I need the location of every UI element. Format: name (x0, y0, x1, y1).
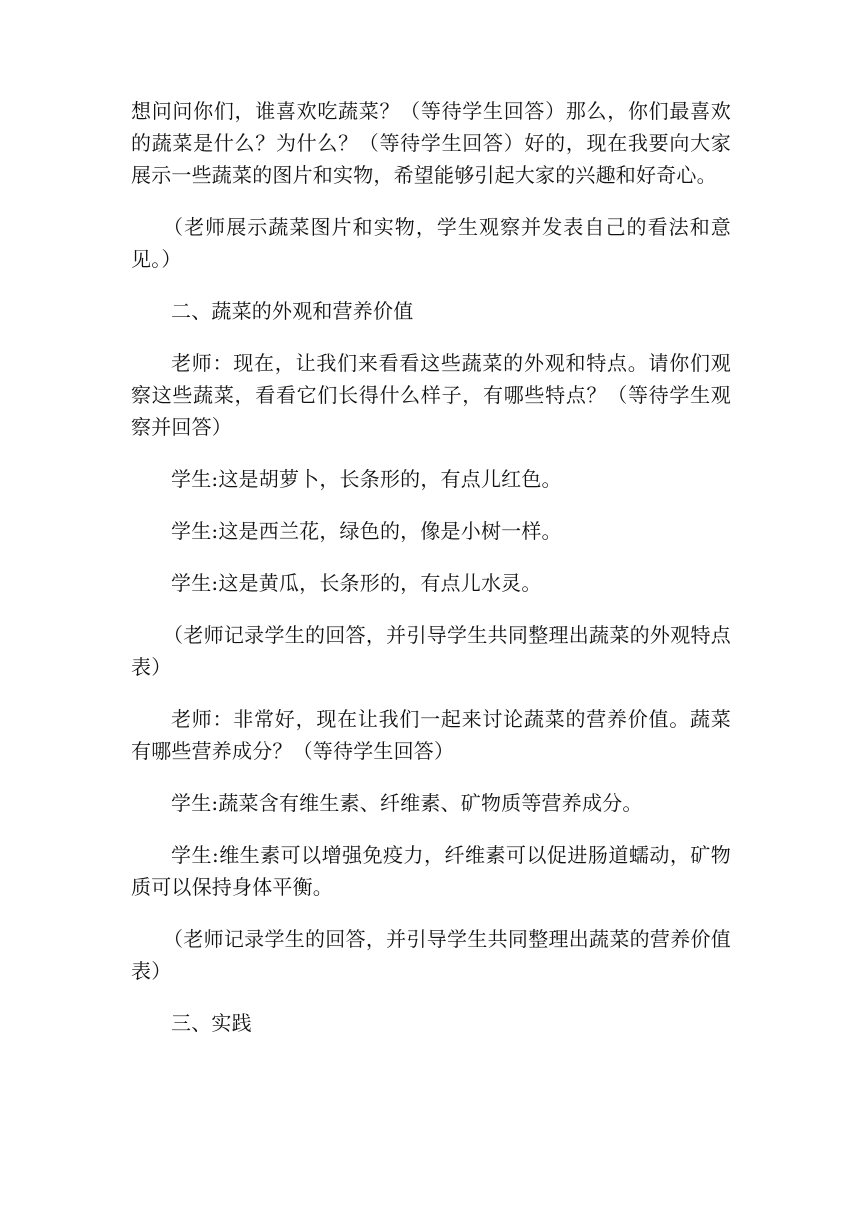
section-heading-practice: 三、实践 (171, 1011, 252, 1035)
paragraph-student-carrot: 学生:这是胡萝卜，长条形的，有点儿红色。 (171, 467, 562, 491)
paragraph-record-appearance: （老师记录学生的回答，并引导学生共同整理出蔬菜的外观特点表） (131, 623, 731, 679)
paragraph-student-nutrients: 学生:蔬菜含有维生素、纤维素、矿物质等营养成分。 (171, 791, 643, 815)
paragraph-record-nutrition: （老师记录学生的回答，并引导学生共同整理出蔬菜的营养价值表） (131, 927, 731, 983)
paragraph-teacher-nutrition: 老师：非常好，现在让我们一起来讨论蔬菜的营养价值。蔬菜有哪些营养成分？（等待学生回答） (131, 707, 731, 763)
paragraph-teacher-observe: 老师：现在，让我们来看看这些蔬菜的外观和特点。请你们观察这些蔬菜，看看它们长得什么样子，有哪些特点？（等待学生观察并回答） (131, 351, 731, 439)
document-body (131, 95, 731, 1059)
paragraph-intro-questions: 想问问你们，谁喜欢吃蔬菜？（等待学生回答）那么，你们最喜欢的蔬菜是什么？为什么？（等待学生回答）好的，现在我要向大家展示一些蔬菜的图片和实物，希望能够引起大家的兴趣和好奇心。 (131, 99, 731, 187)
paragraph-student-cucumber: 学生:这是黄瓜，长条形的，有点儿水灵。 (171, 571, 542, 595)
paragraph-student-broccoli: 学生:这是西兰花，绿色的，像是小树一样。 (171, 519, 562, 543)
section-heading-appearance-nutrition: 二、蔬菜的外观和营养价值 (171, 299, 414, 323)
paragraph-student-benefits: 学生:维生素可以增强免疫力，纤维素可以促进肠道蠕动，矿物质可以保持身体平衡。 (131, 843, 731, 899)
paragraph-teacher-shows-vegetables: （老师展示蔬菜图片和实物，学生观察并发表自己的看法和意见。） (131, 215, 731, 271)
